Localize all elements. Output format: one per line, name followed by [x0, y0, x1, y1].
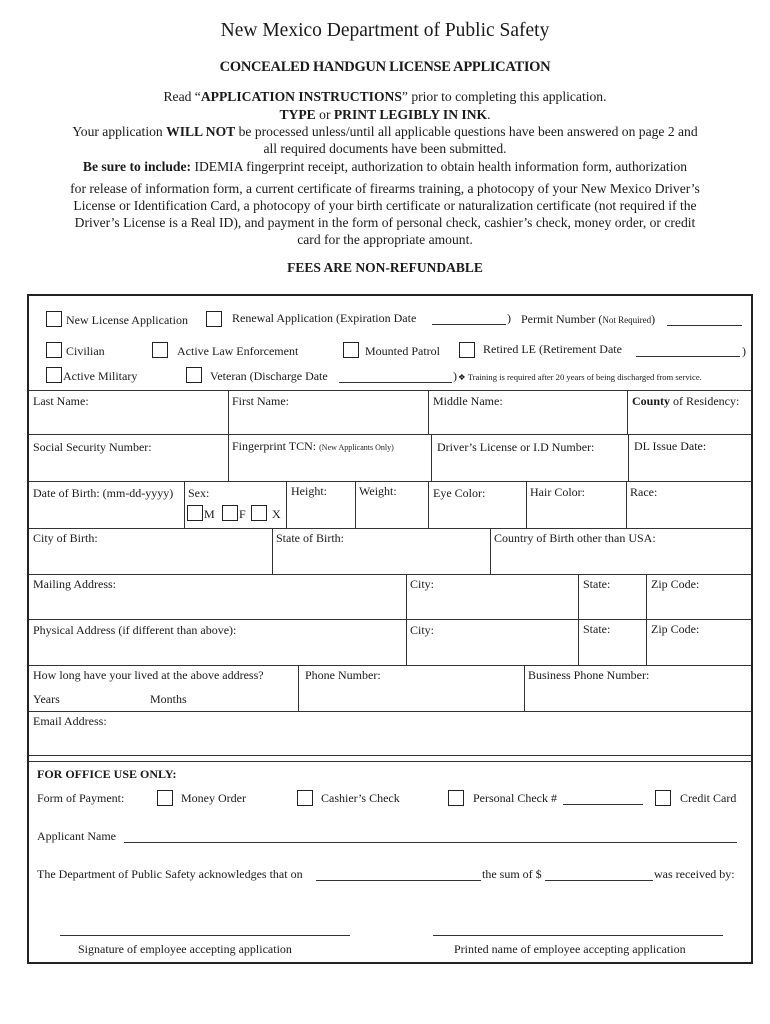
physical-zip-field[interactable]: Zip Code:: [651, 622, 700, 636]
renewal-label: Renewal Application (Expiration Date: [232, 311, 417, 325]
residence-duration-label: How long have your lived at the above address?: [33, 668, 264, 682]
permit-label: Permit Number (Not Required): [521, 312, 656, 326]
renewal-checkbox[interactable]: [206, 311, 222, 327]
mounted-patrol-checkbox[interactable]: [343, 342, 359, 358]
middle-name-field[interactable]: Middle Name:: [433, 394, 503, 408]
credit-card-checkbox[interactable]: [655, 790, 671, 806]
printed-name-line[interactable]: [433, 935, 723, 936]
permit-number-field[interactable]: [667, 325, 742, 326]
received-by-label: was received by:: [654, 867, 735, 881]
hair-color-field[interactable]: Hair Color:: [530, 485, 585, 499]
veteran-close: ): [453, 369, 457, 383]
personal-check-label: Personal Check #: [473, 791, 557, 805]
mailing-city-field[interactable]: City:: [410, 577, 435, 591]
active-le-checkbox[interactable]: [152, 342, 168, 358]
mailing-zip-field[interactable]: Zip Code:: [651, 577, 700, 591]
fees-notice: FEES ARE NON-REFUNDABLE: [287, 260, 483, 275]
employee-signature-line[interactable]: [60, 935, 350, 936]
civilian-checkbox[interactable]: [46, 342, 62, 358]
city-of-birth-field[interactable]: City of Birth:: [33, 531, 98, 545]
active-le-label: Active Law Enforcement: [177, 344, 299, 358]
physical-address-field[interactable]: Physical Address (if different than above):: [33, 623, 237, 637]
acknowledgement-text: The Department of Public Safety acknowledges that on: [37, 867, 303, 881]
civilian-label: Civilian: [66, 344, 105, 358]
active-military-checkbox[interactable]: [46, 367, 62, 383]
new-license-checkbox[interactable]: [46, 311, 62, 327]
months-field[interactable]: Months: [150, 692, 187, 706]
applicant-name-label: Applicant Name: [37, 829, 116, 843]
sex-x-label: X: [272, 507, 281, 521]
money-order-checkbox[interactable]: [157, 790, 173, 806]
training-note: ❖ Training is required after 20 years of being discharged from service.: [458, 372, 702, 382]
veteran-checkbox[interactable]: [186, 367, 202, 383]
dob-field[interactable]: Date of Birth: (mm-dd-yyyy): [33, 486, 174, 500]
mailing-state-field[interactable]: State:: [583, 577, 611, 591]
cashiers-check-label: Cashier’s Check: [321, 791, 400, 805]
office-use-heading: FOR OFFICE USE ONLY:: [37, 767, 177, 781]
last-name-field[interactable]: Last Name:: [33, 394, 89, 408]
credit-card-label: Credit Card: [680, 791, 737, 805]
years-field[interactable]: Years: [33, 692, 60, 706]
mailing-address-field[interactable]: Mailing Address:: [33, 577, 116, 591]
dl-number-field[interactable]: Driver’s License or I.D Number:: [437, 440, 595, 454]
sex-f-checkbox[interactable]: [222, 505, 238, 521]
received-date-field[interactable]: [316, 880, 481, 881]
fingerprint-tcn-field[interactable]: Fingerprint TCN: (New Applicants Only): [232, 439, 394, 453]
discharge-date-field[interactable]: [339, 382, 452, 383]
form-title: CONCEALED HANDGUN LICENSE APPLICATION: [219, 59, 551, 75]
veteran-label: Veteran (Discharge Date: [210, 369, 328, 383]
intro-line-2: TYPE or PRINT LEGIBLY IN INK.: [279, 107, 491, 122]
sex-label: Sex:: [188, 486, 210, 500]
employee-signature-label: Signature of employee accepting application: [78, 942, 292, 956]
eye-color-field[interactable]: Eye Color:: [433, 486, 486, 500]
active-military-label: Active Military: [63, 369, 138, 383]
applicant-name-field[interactable]: [124, 842, 737, 843]
email-address-field[interactable]: Email Address:: [33, 714, 107, 728]
race-field[interactable]: Race:: [630, 485, 658, 499]
mounted-patrol-label: Mounted Patrol: [365, 344, 440, 358]
weight-field[interactable]: Weight:: [359, 484, 397, 498]
sex-m-label: M: [204, 507, 215, 521]
new-license-label: New License Application: [66, 313, 188, 327]
retirement-date-field[interactable]: [636, 356, 740, 357]
renewal-close: ): [507, 311, 511, 325]
ssn-field[interactable]: Social Security Number:: [33, 440, 152, 454]
sum-amount-field[interactable]: [545, 880, 653, 881]
retired-close: ): [742, 344, 746, 358]
personal-check-checkbox[interactable]: [448, 790, 464, 806]
sex-m-checkbox[interactable]: [187, 505, 203, 521]
expiration-date-field[interactable]: [432, 324, 506, 325]
intro-line-9: card for the appropriate amount.: [297, 232, 473, 247]
intro-line-6: for release of information form, a current certificate of firearms training, a photocopy of your New Mexico Driver’s: [70, 181, 700, 196]
first-name-field[interactable]: First Name:: [232, 394, 289, 408]
cashiers-check-checkbox[interactable]: [297, 790, 313, 806]
physical-city-field[interactable]: City:: [410, 623, 435, 637]
county-field[interactable]: County of Residency:: [632, 394, 740, 408]
department-title: New Mexico Department of Public Safety: [220, 20, 550, 41]
business-phone-field[interactable]: Business Phone Number:: [528, 668, 650, 682]
country-of-birth-field[interactable]: Country of Birth other than USA:: [494, 531, 656, 545]
sex-x-checkbox[interactable]: [251, 505, 267, 521]
intro-line-1: Read “APPLICATION INSTRUCTIONS” prior to completing this application.: [163, 89, 607, 104]
sex-f-label: F: [239, 507, 246, 521]
phone-number-field[interactable]: Phone Number:: [305, 668, 381, 682]
retired-le-checkbox[interactable]: [459, 342, 475, 358]
state-of-birth-field[interactable]: State of Birth:: [276, 531, 344, 545]
intro-line-8: Driver’s License is a Real ID), and payment in the form of personal check, cashier’s check, money order, or credit: [74, 215, 696, 230]
check-number-field[interactable]: [563, 804, 643, 805]
retired-le-label: Retired LE (Retirement Date: [483, 342, 622, 356]
sum-label: the sum of $: [482, 867, 542, 881]
form-of-payment-label: Form of Payment:: [37, 791, 125, 805]
height-field[interactable]: Height:: [291, 484, 327, 498]
intro-line-3: Your application WILL NOT be processed unless/until all applicable questions have been answered on page 2 and: [72, 124, 698, 139]
money-order-label: Money Order: [181, 791, 246, 805]
intro-line-4: all required documents have been submitted.: [263, 141, 507, 156]
physical-state-field[interactable]: State:: [583, 622, 611, 636]
printed-name-label: Printed name of employee accepting application: [454, 942, 686, 956]
intro-line-5: Be sure to include: IDEMIA fingerprint receipt, authorization to obtain health information form, authorization: [82, 159, 688, 174]
intro-line-7: License or Identification Card, a photocopy of your birth certificate or naturalization certificate (not required if the: [73, 198, 697, 213]
dl-issue-date-field[interactable]: DL Issue Date:: [634, 439, 707, 453]
